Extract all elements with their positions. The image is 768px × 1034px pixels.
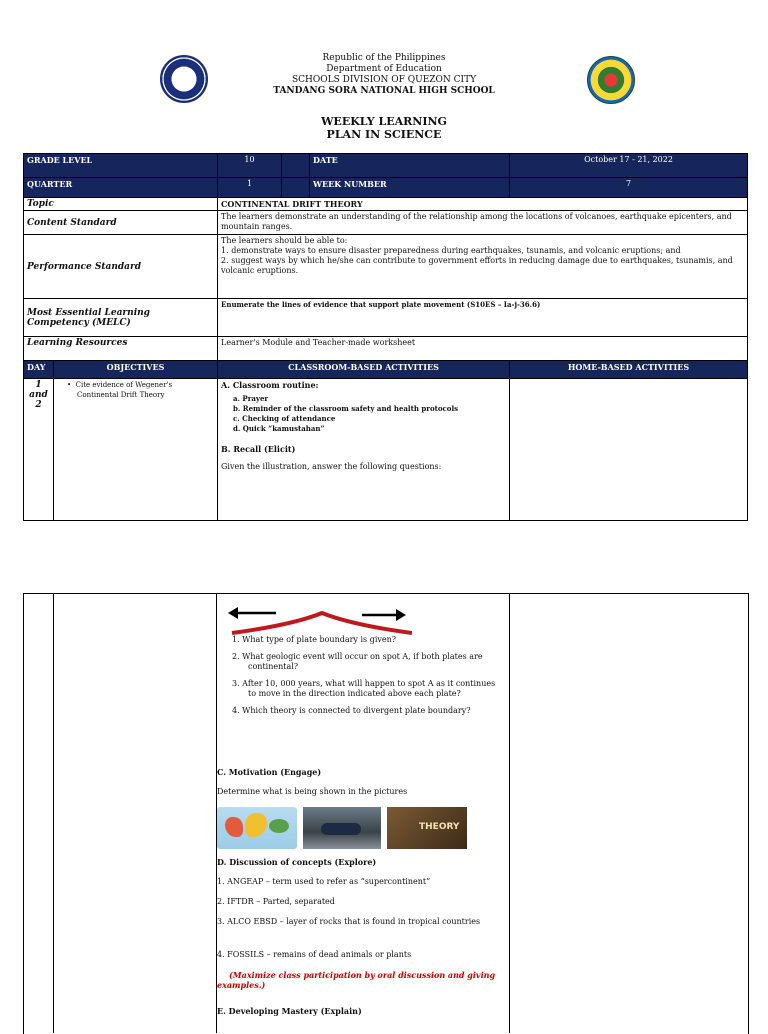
section-d-heading: D. Discussion of concepts (Explore) (217, 857, 377, 867)
section-a-heading (221, 380, 506, 390)
melc-label: Most Essential Learning Competency (MELC) (24, 299, 218, 337)
content-standard-value: The learners demonstrate an understanding of the relationship among the locations of volcanoes, earthquake epicenters, and mountain ranges. (218, 211, 748, 235)
topic-row (24, 198, 748, 211)
performance-standard-value (218, 235, 748, 299)
day-cell (24, 379, 54, 521)
theory-word: THEORY (419, 822, 460, 832)
col-objectives: OBJECTIVES (54, 361, 218, 379)
section-d-item-4: 4. FOSSILS – remains of dead animals or plants (217, 950, 412, 959)
grade-value: 10 (218, 154, 282, 178)
question-item: 1. What type of plate boundary is given? (232, 635, 397, 644)
section-c-text: Determine what is being shown in the pictures (217, 787, 408, 796)
page2-divider-day (53, 593, 54, 1033)
header-school: TANDANG SORA NATIONAL HIGH SCHOOL (273, 86, 495, 96)
col-day: DAY (24, 361, 54, 379)
section-a-title: Classroom routine: (232, 380, 319, 390)
column-header-row (24, 361, 748, 379)
right-arrowhead (396, 609, 406, 621)
melc-value: Enumerate the lines of evidence that support plate movement (S10ES – Ia-j-36.6) (218, 299, 748, 337)
date-label: DATE (310, 154, 510, 178)
page-title-line2: PLAN IN SCIENCE (326, 128, 442, 141)
map-continent (245, 813, 267, 837)
map-continent (225, 817, 243, 837)
car-shape (321, 823, 361, 835)
classroom-activities-cell (218, 379, 510, 521)
page2-divider-home (509, 593, 510, 1033)
day-1: 1 (35, 380, 42, 390)
day-2: 2 (35, 400, 42, 410)
section-b-heading: B. Recall (Elicit) (221, 444, 296, 454)
day-and: and (29, 390, 48, 400)
resources-row (24, 337, 748, 361)
question-item: 4. Which theory is connected to divergent plate boundary? (232, 706, 471, 715)
melc-row (24, 299, 748, 337)
header-division: SCHOOLS DIVISION OF QUEZON CITY (291, 75, 477, 85)
grade-row (24, 154, 748, 178)
routine-item: b. Reminder of the classroom safety and health protocols (233, 404, 459, 413)
question-item: 3. After 10, 000 years, what will happen to spot A as it continues to move in the direction indicated above each plate? (232, 679, 496, 698)
date-value: October 17 - 21, 2022 (510, 154, 748, 178)
col-home: HOME-BASED ACTIVITIES (510, 361, 748, 379)
performance-standard-row (24, 235, 748, 299)
world-map-picture (217, 807, 297, 849)
topic-value: CONTINENTAL DRIFT THEORY (218, 198, 748, 211)
routine-list (221, 394, 506, 434)
routine-item: a. Prayer (233, 394, 269, 403)
resources-value: Learner's Module and Teacher-made worksheet (218, 337, 748, 361)
routine-item: c. Checking of attendance (233, 414, 336, 423)
section-b-text: Given the illustration, answer the following questions: (221, 462, 442, 471)
objective-item: • Cite evidence of Wegener's Continental Drift Theory (67, 381, 173, 399)
section-d-item-1: 1. ANGEAP – term used to refer as “supercontinent” (217, 877, 431, 886)
section-a-letter: A. (221, 380, 231, 390)
resources-label: Learning Resources (24, 337, 218, 361)
race-car-picture (303, 807, 381, 849)
performance-item-2: 2. suggest ways by which he/she can contribute to government efforts in reducing damage due to earthquakes, tsunamis, and volcanic eruptions. (221, 256, 733, 275)
performance-standard-label: Performance Standard (24, 235, 218, 299)
routine-item: d. Quick “kamustahan” (233, 424, 325, 433)
week-label: WEEK NUMBER (310, 178, 510, 198)
objective-cell (54, 379, 218, 521)
recall-questions (232, 635, 504, 716)
content-standard-row (24, 211, 748, 235)
performance-intro: The learners should be able to: (221, 236, 348, 245)
header-republic: Republic of the Philippines (322, 53, 446, 63)
section-d-item-3: 3. ALCO EBSD – layer of rocks that is found in tropical countries (217, 917, 481, 926)
week-value: 7 (510, 178, 748, 198)
performance-item-1: 1. demonstrate ways to ensure disaster preparedness during earthquakes, tsunamis, and volcanic eruptions; and (221, 246, 681, 255)
col-classroom: CLASSROOM-BASED ACTIVITIES (218, 361, 510, 379)
section-e-heading: E. Developing Mastery (Explain) (217, 1006, 362, 1016)
grade-spacer (282, 154, 310, 178)
topic-label: Topic (24, 198, 218, 211)
map-continent (269, 819, 289, 833)
day-row (24, 379, 748, 521)
header-department: Department of Education (326, 64, 442, 74)
home-activities-cell (510, 379, 748, 521)
drift-theory-picture (387, 807, 467, 849)
facilitation-note: (Maximize class participation by oral discussion and giving examples.) (217, 970, 496, 990)
quarter-row (24, 178, 748, 198)
page-title-line1: WEEKLY LEARNING (321, 115, 447, 128)
question-item: 2. What geologic event will occur on spot A, if both plates are continental? (232, 652, 483, 671)
plan-table-page1 (23, 153, 748, 521)
section-d-item-2: 2. IFTDR – Parted, separated (217, 897, 335, 906)
quarter-value: 1 (218, 178, 282, 198)
section-c-heading: C. Motivation (Engage) (217, 767, 322, 777)
content-standard-label: Content Standard (24, 211, 218, 235)
objective-text: Cite evidence of Wegener's Continental Drift Theory (75, 381, 173, 399)
grade-label: GRADE LEVEL (24, 154, 218, 178)
quarter-label: QUARTER (24, 178, 218, 198)
plate-boundary-illustration (222, 603, 412, 637)
left-arrowhead (228, 607, 238, 619)
quarter-spacer (282, 178, 310, 198)
